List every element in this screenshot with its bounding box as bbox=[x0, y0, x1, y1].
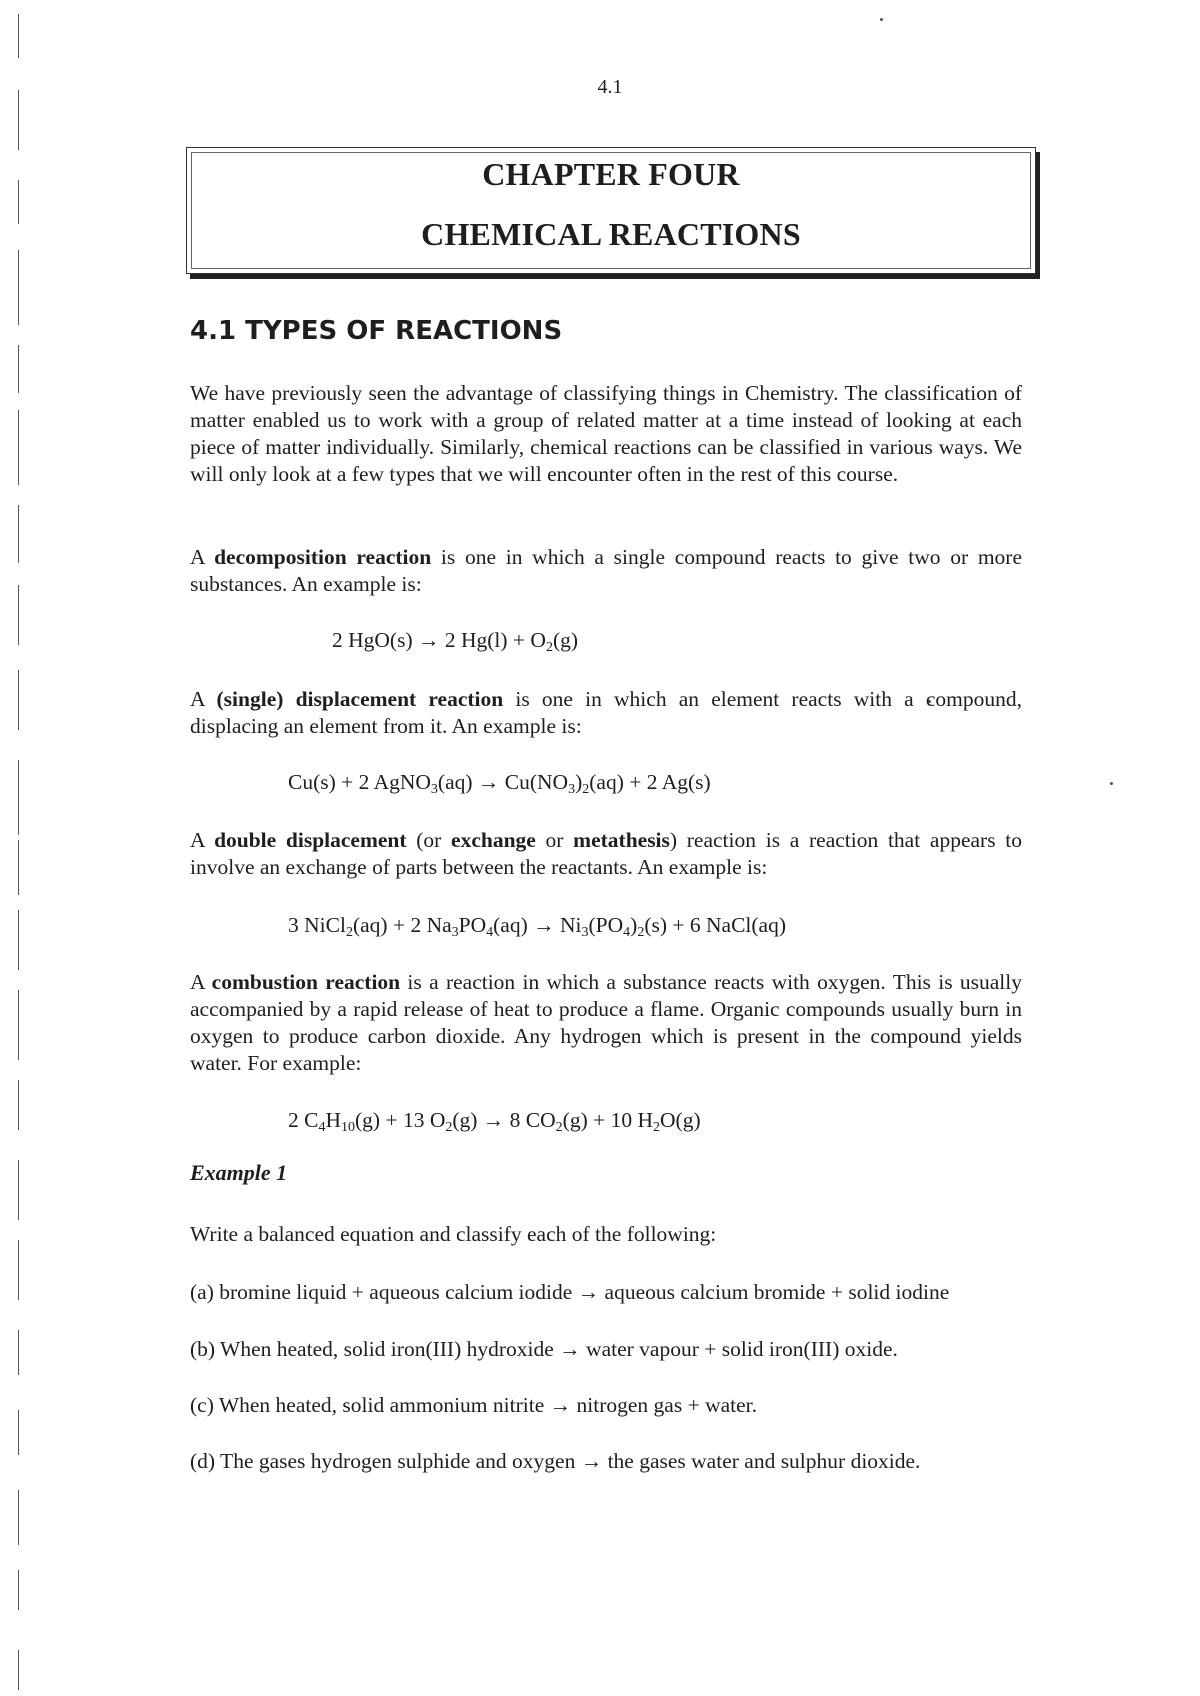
chapter-title-box bbox=[186, 147, 1036, 274]
equation-displacement: Cu(s) + 2 AgNO$_3$(aq) → $Cu(NO_3)_2(aq) + 2$ Ag(s) bbox=[288, 770, 711, 797]
example-title: Example 1 bbox=[190, 1160, 288, 1185]
example-item-d: (d) The gases hydrogen sulphide and oxygen → the gases water and sulphur dioxide. bbox=[190, 1449, 921, 1473]
example-instruction: Write a balanced equation and classify each of the following: bbox=[190, 1222, 717, 1246]
scan-speck bbox=[1110, 782, 1113, 785]
equation-decomposition: 2 HgO(s) → 2 $Hg(l) + O_2(g)$ bbox=[332, 628, 579, 655]
intro-paragraph: We have previously seen the advantage of classifying things in Chemistry. The classification of matter enabled us to work with a group of related matter at a time instead of looking at each piece of matter individually. Similarly, chemical reactions can be classified in various ways. We will only look at a few types that we will encounter often in the rest of this course. bbox=[190, 381, 1022, 486]
equation-combustion: 2 $C_4H_{10}(g) + 13$ $O_2(g) \to 8$ $CO_2(g) + 10$ $H_2O(g)$ bbox=[288, 1108, 701, 1135]
chapter-title: CHEMICAL REACTIONS bbox=[421, 216, 801, 252]
example-item-c: (c) When heated, solid ammonium nitrite → nitrogen gas + water. bbox=[190, 1393, 757, 1417]
displacement-term: (single) displacement reaction bbox=[216, 687, 504, 711]
decomposition-term: decomposition reaction bbox=[214, 545, 432, 569]
page-number: 4.1 bbox=[597, 76, 623, 98]
chapter-number: CHAPTER FOUR bbox=[482, 156, 740, 192]
example-item-a: (a) bromine liquid + aqueous calcium iodide → aqueous calcium bromide + solid iodine bbox=[190, 1280, 950, 1304]
combustion-term: combustion reaction bbox=[211, 970, 401, 994]
section-heading: 4.1 TYPES OF REACTIONS bbox=[190, 316, 563, 346]
example-item-b: (b) When heated, solid iron(III) hydroxide → water vapour + solid iron(III) oxide. bbox=[190, 1337, 898, 1361]
displacement-paragraph: A (single) displacement reaction is one in which an element reacts with a compound, displacing an element from it. An example is: bbox=[190, 687, 1022, 738]
combustion-paragraph: A combustion reaction is a reaction in which a substance reacts with oxygen. This is usually accompanied by a rapid release of heat to produce a flame. Organic compounds usually burn in oxygen to produce carbon dioxide. Any hydrogen which is present in the compound yields water. For example: bbox=[190, 970, 1022, 1075]
equation-double-displacement: 3 NiCl$_2$(aq) + 2 $Na_3PO_4(aq) \to Ni_3(PO_4)_2(s) + 6$ NaCl(aq) bbox=[288, 913, 787, 940]
scan-binding-marks bbox=[0, 0, 40, 1696]
double-displacement-paragraph: A double displacement (or exchange or metathesis) reaction is a reaction that appears to involve an exchange of parts between the reactants. An example is: bbox=[190, 828, 1022, 879]
decomposition-paragraph: A decomposition reaction is one in which a single compound reacts to give two or more substances. An example is: bbox=[190, 545, 1022, 596]
scan-speck bbox=[880, 18, 883, 21]
